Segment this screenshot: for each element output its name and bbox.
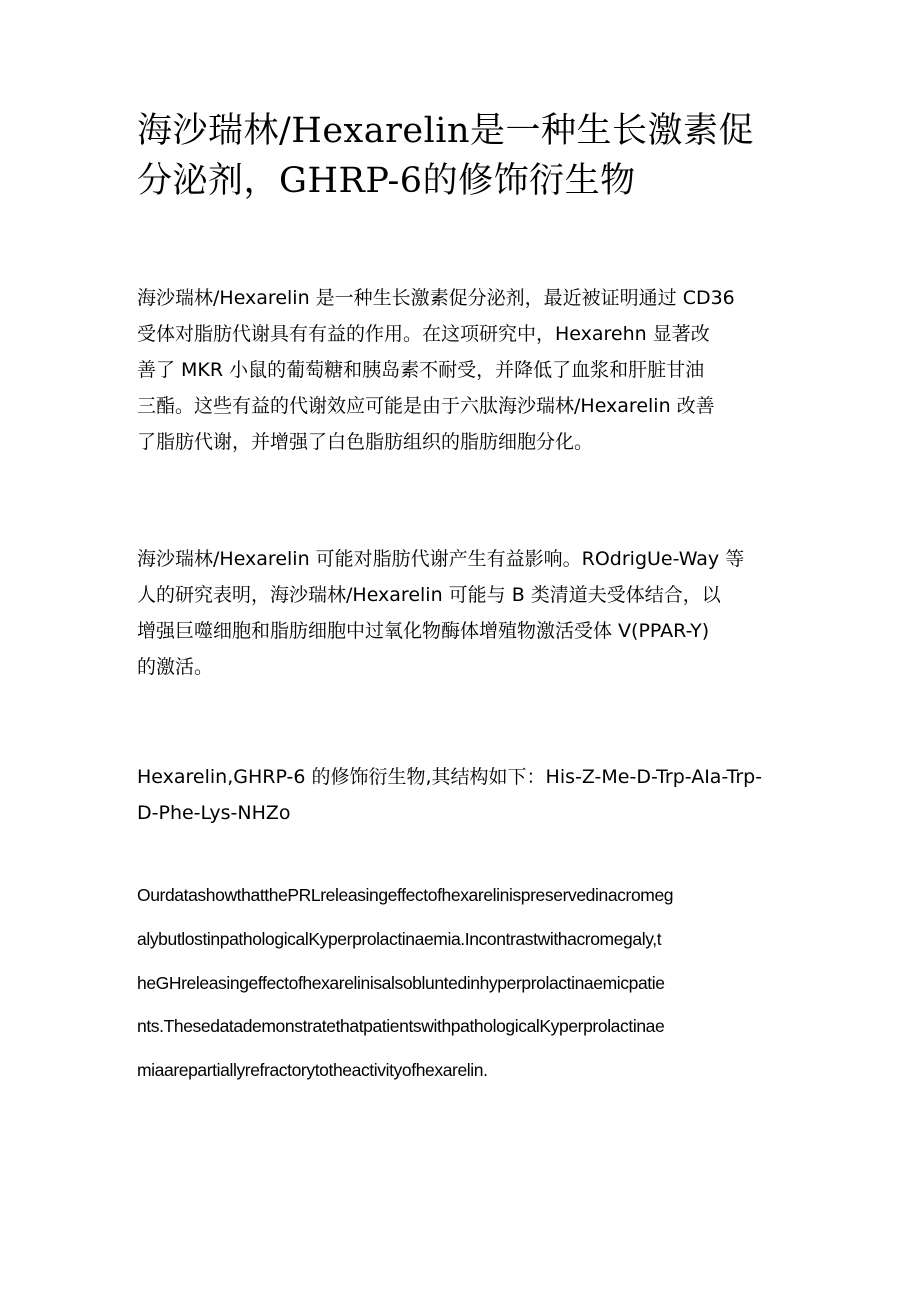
paragraph-line: 受体对脂肪代谢具有有益的作用。在这项研究中，Hexarehn 显著改 (137, 323, 710, 345)
document-title (137, 106, 787, 206)
paragraph-line: 海沙瑞林/Hexarelin 可能对脂肪代谢产生有益影响。ROdrigUe-Way 等 (137, 548, 745, 570)
paragraph-line: 增强巨噬细胞和脂肪细胞中过氧化物酶体增殖物激活受体 V(PPAR-Y) (137, 620, 710, 642)
title-line: 分泌剂，GHRP-6的修饰衍生物 (137, 161, 636, 201)
paragraph-line: OurdatashowthatthePRLreleasingeffectofhexarelinispreservedinacromeg (137, 885, 674, 905)
paragraph-line: 三酯。这些有益的代谢效应可能是由于六肽海沙瑞林/Hexarelin 改善 (137, 395, 715, 417)
paragraph-line: 了脂肪代谢，并增强了白色脂肪组织的脂肪细胞分化。 (137, 431, 594, 453)
paragraph-line: 人的研究表明，海沙瑞林/Hexarelin 可能与 B 类清道夫受体结合，以 (137, 584, 721, 606)
paragraph-1 (137, 280, 797, 460)
paragraph-line: alybutlostinpathologicalKyperprolactinaemia.Incontrastwithacromegaly,t (137, 928, 662, 949)
title-line: 海沙瑞林/Hexarelin是一种生长激素促 (137, 111, 755, 151)
paragraph-line: 的激活。 (137, 656, 214, 678)
paragraph-3 (137, 759, 797, 831)
paragraph-line: 善了 MKR 小鼠的葡萄糖和胰岛素不耐受，并降低了血浆和肝脏甘油 (137, 359, 705, 381)
paragraph-2 (137, 541, 797, 685)
paragraph-line: 海沙瑞林/Hexarelin 是一种生长激素促分泌剂，最近被证明通过 CD36 (137, 287, 735, 309)
paragraph-line: heGHreleasingeffectofhexarelinisalsobluntedinhyperprolactinaemicpatie (137, 972, 665, 993)
paragraph-line: D-Phe-Lys-NHZo (137, 802, 291, 824)
paragraph-line: miaarepartiallyrefractorytotheactivityofhexarelin. (137, 1060, 488, 1081)
paragraph-line: nts.ThesedatademonstratethatpatientswithpathologicalKyperprolactinae (137, 1016, 665, 1037)
paragraph-line: Hexarelin,GHRP-6 的修饰衍生物,其结构如下：His-Z-Me-D-Trp-AIa-Trp- (137, 766, 763, 788)
paragraph-4 (137, 874, 797, 1093)
